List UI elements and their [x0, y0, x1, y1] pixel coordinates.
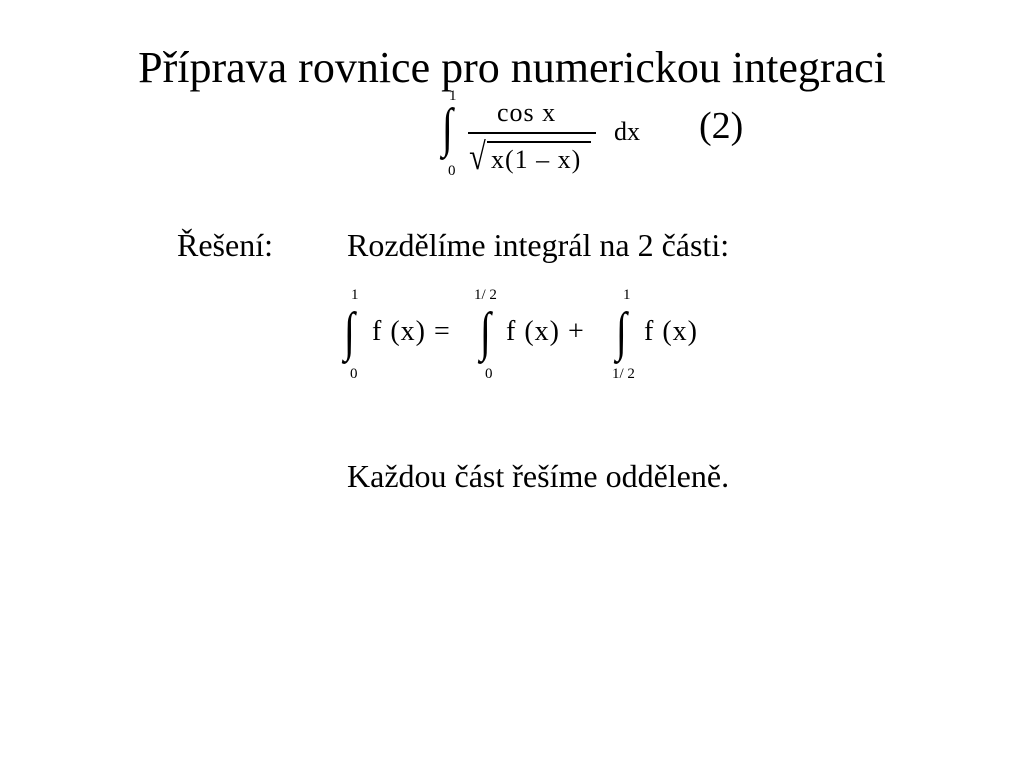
int2-sign: ∫ [480, 301, 491, 362]
eq2-radical-sign: √ [469, 136, 486, 178]
eq2-radical-bar [487, 141, 591, 143]
int1-body: f (x) = [372, 316, 451, 347]
step1-text: Rozdělíme integrál na 2 části: [347, 227, 730, 263]
int3-lower-limit: 1/ 2 [612, 366, 635, 382]
solution-label: Řešení: [177, 227, 273, 263]
slide-title: Příprava rovnice pro numerickou integraci [138, 43, 886, 92]
eq2-differential: dx [614, 117, 640, 146]
int1-upper-limit: 1 [351, 287, 359, 303]
eq2-upper-limit: 1 [449, 88, 457, 104]
eq2-fraction-bar [468, 132, 596, 134]
int1-sign: ∫ [344, 301, 355, 362]
eq2-integral-sign: ∫ [442, 97, 453, 158]
int2-body: f (x) + [506, 316, 585, 347]
eq2-number: (2) [699, 105, 744, 147]
int3-sign: ∫ [616, 301, 627, 362]
step2-text: Každou část řešíme odděleně. [347, 458, 730, 494]
int1-lower-limit: 0 [350, 366, 358, 382]
int3-body: f (x) [644, 316, 698, 347]
eq2-lower-limit: 0 [448, 163, 456, 179]
int2-lower-limit: 0 [485, 366, 493, 382]
eq2-denominator: x(1 – x) [491, 145, 582, 174]
int3-upper-limit: 1 [623, 287, 631, 303]
int2-upper-limit: 1/ 2 [474, 287, 497, 303]
eq2-numerator: cos x [497, 98, 557, 127]
